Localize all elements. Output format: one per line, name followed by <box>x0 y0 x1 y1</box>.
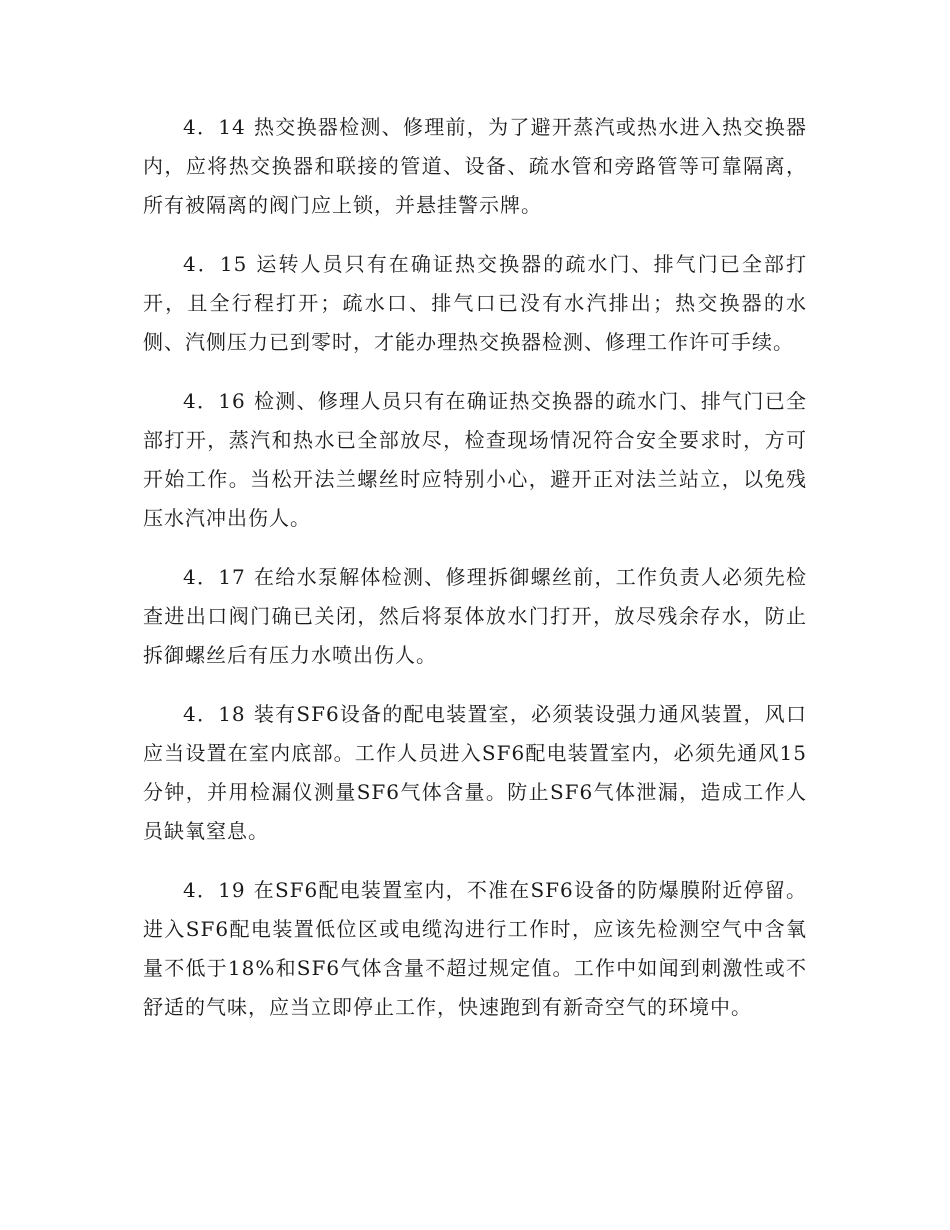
clause-text: 装有SF6设备的配电装置室，必须装设强力通风装置，风口应当设置在室内底部。工作人员进入SF6配电装置室内，必须先通风15分钟，并用检漏仪测量SF6气体含量。防止SF6气体泄漏，造成工作人员缺氧窒息。 <box>143 702 807 843</box>
clause-text: 热交换器检测、修理前，为了避开蒸汽或热水进入热交换器内，应将热交换器和联接的管道、设备、疏水管和旁路管等可靠隔离，所有被隔离的阀门应上锁，并悬挂警示牌。 <box>143 115 807 217</box>
clause-number: 4．15 <box>183 252 248 276</box>
clause-number: 4．16 <box>183 389 246 413</box>
document-body <box>143 108 807 1047</box>
clause-text: 在SF6配电装置室内，不准在SF6设备的防爆膜附近停留。进入SF6配电装置低位区或电缆沟进行工作时，应该先检测空气中含氧量不低于18%和SF6气体含量不超过规定值。工作中如闻到刺激性或不舒适的气味，应当立即停止工作，快速跑到有新奇空气的环境中。 <box>143 878 807 1019</box>
paragraph-4-16 <box>143 382 807 538</box>
clause-number: 4．14 <box>183 115 246 139</box>
paragraph-4-14 <box>143 108 807 225</box>
clause-text: 在给水泵解体检测、修理拆御螺丝前，工作负责人必须先检查进出口阀门确已关闭，然后将泵体放水门打开，放尽残余存水，防止拆御螺丝后有压力水喷出伤人。 <box>143 565 807 667</box>
clause-text: 检测、修理人员只有在确证热交换器的疏水门、排气门已全部打开，蒸汽和热水已全部放尽，检查现场情况符合安全要求时，方可开始工作。当松开法兰螺丝时应特别小心，避开正对法兰站立，以免残压水汽冲出伤人。 <box>143 389 807 530</box>
paragraph-4-15 <box>143 245 807 362</box>
clause-number: 4．17 <box>183 565 246 589</box>
clause-number: 4．19 <box>183 878 246 902</box>
paragraph-4-19 <box>143 871 807 1027</box>
clause-number: 4．18 <box>183 702 246 726</box>
paragraph-4-18 <box>143 695 807 851</box>
paragraph-4-17 <box>143 558 807 675</box>
clause-text: 运转人员只有在确证热交换器的疏水门、排气门已全部打开，且全行程打开；疏水口、排气口已没有水汽排出；热交换器的水侧、汽侧压力已到零时，才能办理热交换器检测、修理工作许可手续。 <box>143 252 807 354</box>
